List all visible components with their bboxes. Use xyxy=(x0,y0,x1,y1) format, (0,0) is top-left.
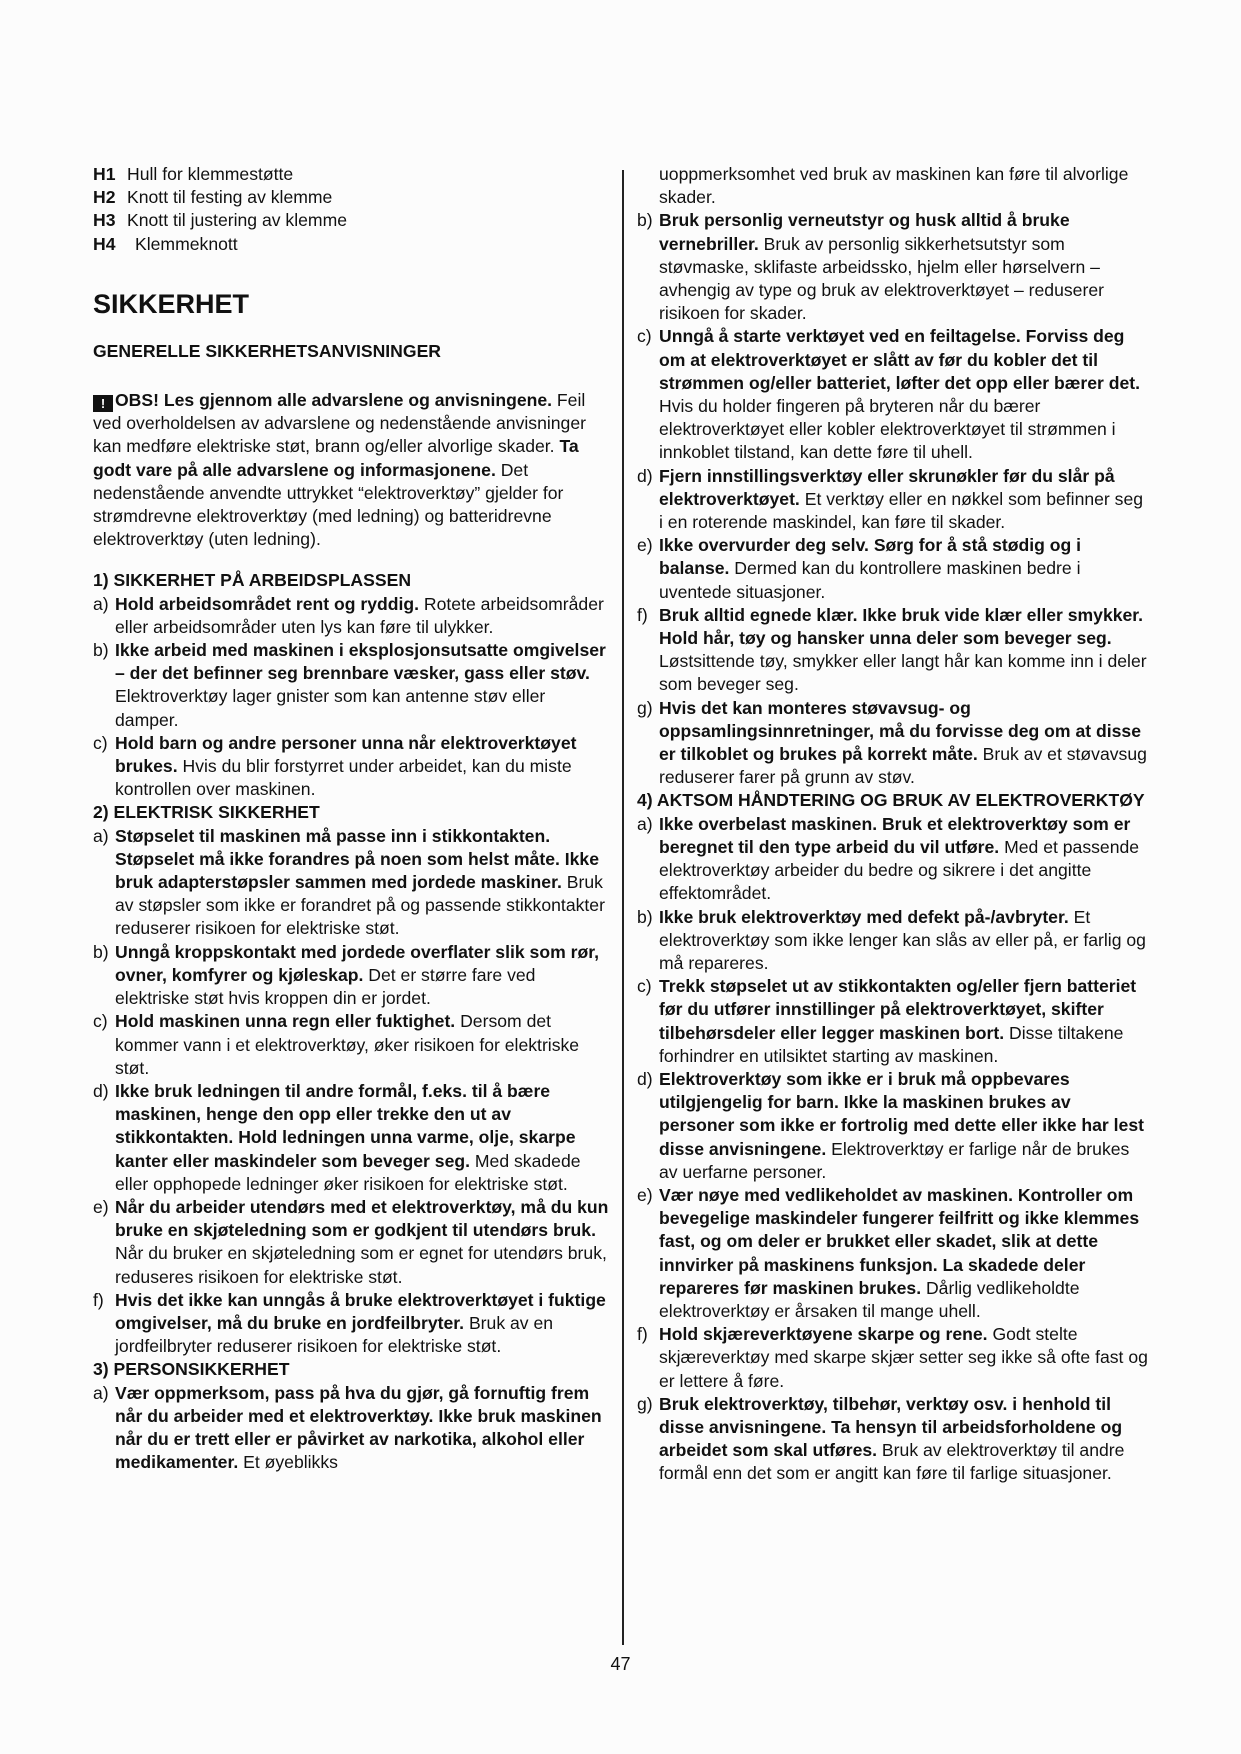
item-letter: b) xyxy=(93,640,109,661)
item-letter: f) xyxy=(637,1324,648,1345)
item-text: Et øyeblikks xyxy=(238,1452,338,1473)
list-item xyxy=(93,1289,613,1359)
item-letter: d) xyxy=(93,1080,109,1101)
item-body xyxy=(115,1010,613,1080)
right-column xyxy=(637,163,1149,1486)
item-text: Elektroverktøy lager gnister som kan antenne støv eller damper. xyxy=(115,686,546,730)
item-text: uoppmerksomhet ved bruk av maskinen kan føre til alvorlige skader. xyxy=(659,164,1129,208)
item-text: Godt stelte skjæreverktøy med skarpe skjær setter seg ikke så ofte fast og er lettere å føre. xyxy=(659,1324,1148,1391)
warning-triangle-icon: ! xyxy=(93,395,113,412)
warning-text: Det nedenstående anvendte uttrykket “elektroverktøy” gjelder for strømdrevne elektroverktøy (med ledning) og batteridrevne elektroverktøy (uten ledning). xyxy=(93,459,564,550)
list-item xyxy=(637,325,1149,464)
list-item xyxy=(637,209,1149,325)
part-item xyxy=(93,233,613,256)
item-letter: f) xyxy=(637,604,648,625)
item-body xyxy=(659,1323,1149,1393)
item-letter: b) xyxy=(93,941,109,962)
item-body xyxy=(659,465,1149,535)
item-bold: Ikke overvurder deg selv. Sørg for å stå stødig og i balanse. xyxy=(659,535,1082,579)
page-number: 47 xyxy=(610,1654,631,1674)
parts-list xyxy=(93,163,613,256)
column-divider xyxy=(622,170,624,1645)
item-body xyxy=(115,593,613,639)
item-letter: g) xyxy=(637,1393,653,1414)
item-text: Dårlig vedlikeholdte elektroverktøy er årsaken til mange uhell. xyxy=(659,1277,1080,1321)
item-text: Elektroverktøy er farlige når de brukes av uerfarne personer. xyxy=(659,1138,1130,1182)
item-body xyxy=(115,732,613,802)
list-item xyxy=(637,975,1149,1068)
item-letter-spacer xyxy=(637,163,659,209)
list-item xyxy=(93,732,613,802)
item-text: Det er større fare ved elektriske støt hvis kroppen din er jordet. xyxy=(115,964,536,1009)
list-item xyxy=(93,639,613,732)
item-bold: Bruk alltid egnede klær. Ikke bruk vide klær eller smykker. Hold hår, tøy og hansker unna deler som beveger seg. xyxy=(659,604,1144,649)
list-item xyxy=(637,465,1149,535)
item-body xyxy=(659,325,1149,464)
item-letter: f) xyxy=(93,1289,104,1310)
list-item xyxy=(93,941,613,1011)
item-bold: Hold maskinen unna regn eller fuktighet. xyxy=(115,1011,456,1032)
item-letter: a) xyxy=(93,593,109,614)
item-body xyxy=(659,906,1149,976)
warning-paragraph xyxy=(93,389,613,551)
item-body xyxy=(659,813,1149,906)
item-body xyxy=(115,941,613,1011)
section-heading: 4) AKTSOM HÅNDTERING OG BRUK AV ELEKTROVERKTØY xyxy=(637,790,1145,811)
item-text: Med skadede eller opphopede ledninger øker risikoen for elektriske støt. xyxy=(115,1150,581,1194)
item-letter: e) xyxy=(637,535,653,556)
item-body xyxy=(659,1068,1149,1184)
list-item xyxy=(637,534,1149,604)
item-body xyxy=(659,697,1149,790)
item-bold: Hvis det kan monteres støvavsug- og oppsamlingsinnretninger, må du forvisse deg om at disse er tilkoblet og brukes på korrekt måte. xyxy=(659,697,1141,765)
part-code: H3 xyxy=(93,210,116,231)
item-bold: Hold barn og andre personer unna når elektroverktøyet brukes. xyxy=(115,732,577,777)
item-bold: Når du arbeider utendørs med et elektroverktøy, må du kun bruke en skjøteledning som er godkjent til utendørs bruk. xyxy=(115,1196,609,1241)
part-item xyxy=(93,163,613,186)
item-text: Et verktøy eller en nøkkel som befinner seg i en roterende maskindel, kan føre til skader. xyxy=(659,488,1144,533)
item-body xyxy=(659,209,1149,325)
item-bold: Ikke bruk elektroverktøy med defekt på-/avbryter. xyxy=(659,906,1069,927)
list-item xyxy=(637,697,1149,790)
item-bold: Hvis det ikke kan unngås å bruke elektroverktøyet i fuktige omgivelser, må du bruke en jordfeilbryter. xyxy=(115,1289,606,1333)
part-item xyxy=(93,186,613,209)
item-letter: b) xyxy=(637,906,653,927)
item-text: Når du bruker en skjøteledning som er egnet for utendørs bruk, reduseres risikoen for elektriske støt. xyxy=(115,1243,607,1287)
item-letter: c) xyxy=(93,1011,108,1032)
item-body xyxy=(115,639,613,732)
section-heading: 2) ELEKTRISK SIKKERHET xyxy=(93,802,320,823)
item-letter: d) xyxy=(637,465,653,486)
item-letter: a) xyxy=(93,1382,109,1403)
list-item xyxy=(637,813,1149,906)
item-letter: e) xyxy=(637,1184,653,1205)
part-label: Klemmeknott xyxy=(135,233,238,254)
item-text: Hvis du holder fingeren på bryteren når du bærer elektroverktøyet eller kobler elektroverktøyet til strømmen i innkoblet tilstand, kan dette føre til uhell. xyxy=(659,396,1116,463)
item-bold: Unngå kroppskontakt med jordede overflater slik som rør, ovner, komfyrer og kjøleskap. xyxy=(115,941,599,985)
item-bold: Hold skjæreverktøyene skarpe og rene. xyxy=(659,1324,988,1345)
list-item xyxy=(637,1323,1149,1393)
list-item xyxy=(93,1196,613,1289)
item-body xyxy=(659,1393,1149,1486)
item-text: Hvis du blir forstyrret under arbeidet, kan du miste kontrollen over maskinen. xyxy=(115,756,572,800)
item-bold: Unngå å starte verktøyet ved en feiltagelse. Forviss deg om at elektroverktøyet er slått av før du kobler det til strømmen og/eller batteriet, løfter det opp eller bærer det. xyxy=(659,326,1140,393)
section-subtitle: GENERELLE SIKKERHETSANVISNINGER xyxy=(93,340,442,361)
item-bold: Bruk elektroverktøy, tilbehør, verktøy osv. i henhold til disse anvisningene. Ta hensyn til arbeidsforholdene og arbeidet som skal utføres. xyxy=(659,1393,1123,1461)
item-letter: e) xyxy=(93,1196,109,1217)
item-text: Disse tiltakene forhindrer en utilsiktet starting av maskinen. xyxy=(659,1022,1124,1066)
item-letter: g) xyxy=(637,697,653,718)
list-item xyxy=(637,906,1149,976)
item-text: Bruk av en jordfeilbryter reduserer risikoen for elektriske støt. xyxy=(115,1312,554,1357)
item-bold: Fjern innstillingsverktøy eller skrunøkler før du slår på elektroverktøyet. xyxy=(659,465,1115,509)
list-item xyxy=(93,825,613,941)
list-item xyxy=(93,593,613,639)
item-letter: b) xyxy=(637,210,653,231)
item-body xyxy=(659,534,1149,604)
item-body xyxy=(115,1382,613,1475)
part-label: Knott til justering av klemme xyxy=(127,210,348,231)
item-bold: Støpselet til maskinen må passe inn i stikkontakten. Støpselet må ikke forandres på noen som helst måte. Ikke bruk adapterstøpsler sammen med jordede maskiner. xyxy=(115,825,599,893)
item-text: Et elektroverktøy som ikke lenger kan slås av eller på, er farlig og må repareres. xyxy=(659,906,1146,973)
warning-bold: OBS! Les gjennom alle advarslene og anvisningene. xyxy=(115,390,553,411)
list-item xyxy=(637,604,1149,697)
item-letter: c) xyxy=(637,326,652,347)
item-bold: Ikke overbelast maskinen. Bruk et elektroverktøy som er beregnet til den type arbeid du vil utføre. xyxy=(659,813,1131,857)
part-code: H4 xyxy=(93,233,116,254)
section-title: SIKKERHET xyxy=(93,288,250,319)
item-letter: a) xyxy=(93,825,109,846)
section-heading: 3) PERSONSIKKERHET xyxy=(93,1359,290,1380)
part-label: Hull for klemmestøtte xyxy=(127,164,294,184)
list-item xyxy=(637,1393,1149,1486)
item-letter: c) xyxy=(637,976,652,997)
part-label: Knott til festing av klemme xyxy=(127,187,333,208)
item-bold: Trekk støpselet ut av stikkontakten og/eller fjern batteriet før du utfører innstillinger på elektroverktøyet, skifter tilbehørsdeler eller legger maskinen bort. xyxy=(659,976,1137,1043)
list-item xyxy=(637,1184,1149,1323)
item-body xyxy=(659,604,1149,697)
item-bold: Ikke arbeid med maskinen i eksplosjonsutsatte omgivelser – der det befinner seg brennbare væsker, gass eller støv. xyxy=(115,640,606,684)
item-text: Bruk av personlig sikkerhetsutstyr som støvmaske, sklifaste arbeidssko, hjelm eller hørselvern – avhengig av type og bruk av elektroverktøyet – reduserer risikoen for skader. xyxy=(659,233,1104,324)
item-letter: c) xyxy=(93,732,108,753)
list-item-continued xyxy=(637,163,1149,209)
list-item xyxy=(637,1068,1149,1184)
item-letter: a) xyxy=(637,813,653,834)
item-bold: Ikke bruk ledningen til andre formål, f.eks. til å bære maskinen, henge den opp eller trekke den ut av stikkontakten. Hold ledningen unna varme, olje, skarpe kanter eller maskindeler som beveger seg. xyxy=(115,1080,576,1171)
item-text: Bruk av et støvavsug reduserer farer på grunn av støv. xyxy=(659,744,1147,788)
list-item xyxy=(93,1382,613,1475)
item-body xyxy=(659,1184,1149,1323)
item-body xyxy=(115,825,613,941)
item-text: Dermed kan du kontrollere maskinen bedre i uventede situasjoner. xyxy=(659,558,1081,602)
item-bold: Bruk personlig verneutstyr og husk alltid å bruke vernebriller. xyxy=(659,210,1070,254)
item-body xyxy=(659,975,1149,1068)
item-bold: Hold arbeidsområdet rent og ryddig. xyxy=(115,593,420,614)
left-column xyxy=(93,163,613,1474)
item-text: Dersom det kommer vann i et elektroverktøy, øker risikoen for elektriske støt. xyxy=(115,1011,580,1078)
item-text: Bruk av støpsler som ikke er forandret på og passende stikkontakter reduserer risikoen for elektriske støt. xyxy=(115,872,605,939)
part-code: H1 xyxy=(93,164,116,184)
item-body xyxy=(115,1196,613,1289)
part-item xyxy=(93,209,613,232)
item-letter: d) xyxy=(637,1068,653,1089)
item-text: Med et passende elektroverktøy arbeider du bedre og sikrere i det angitte effektområdet. xyxy=(659,836,1140,904)
item-text: Rotete arbeidsområder eller arbeidsområder uten lys kan føre til ulykker. xyxy=(115,593,604,637)
item-bold: Vær oppmerksom, pass på hva du gjør, gå fornuftig frem når du arbeider med et elektroverktøy. Ikke bruk maskinen når du er trett eller er påvirket av narkotika, alkohol eller medikamenter. xyxy=(115,1382,602,1473)
warning-bold: Ta godt vare på alle advarslene og informasjonene. xyxy=(93,436,579,480)
item-text: Bruk av elektroverktøy til andre formål enn det som er angitt kan føre til farlige situasjoner. xyxy=(659,1440,1125,1484)
item-body xyxy=(115,1289,613,1359)
item-body xyxy=(115,1080,613,1196)
part-code: H2 xyxy=(93,187,116,208)
warning-text: Feil ved overholdelsen av advarslene og nedenstående anvisninger kan medføre elektriske støt, brann og/eller alvorlige skader. xyxy=(93,390,586,457)
section-heading: 1) SIKKERHET PÅ ARBEIDSPLASSEN xyxy=(93,570,412,591)
list-item xyxy=(93,1010,613,1080)
item-bold: Elektroverktøy som ikke er i bruk må oppbevares utilgjengelig for barn. Ikke la maskinen brukes av personer som ikke er fortrolig med dette eller ikke har lest disse anvisningene. xyxy=(659,1068,1144,1159)
item-bold: Vær nøye med vedlikeholdet av maskinen. Kontroller om bevegelige maskindeler fungerer feilfritt og ikke klemmes fast, og om deler er brukket eller skadet, slik at dette innvirker på maskinens funksjon. La skadede deler repareres før maskinen brukes. xyxy=(659,1184,1140,1298)
list-item xyxy=(93,1080,613,1196)
item-text: Løstsittende tøy, smykker eller langt hår kan komme inn i deler som beveger seg. xyxy=(659,651,1147,695)
